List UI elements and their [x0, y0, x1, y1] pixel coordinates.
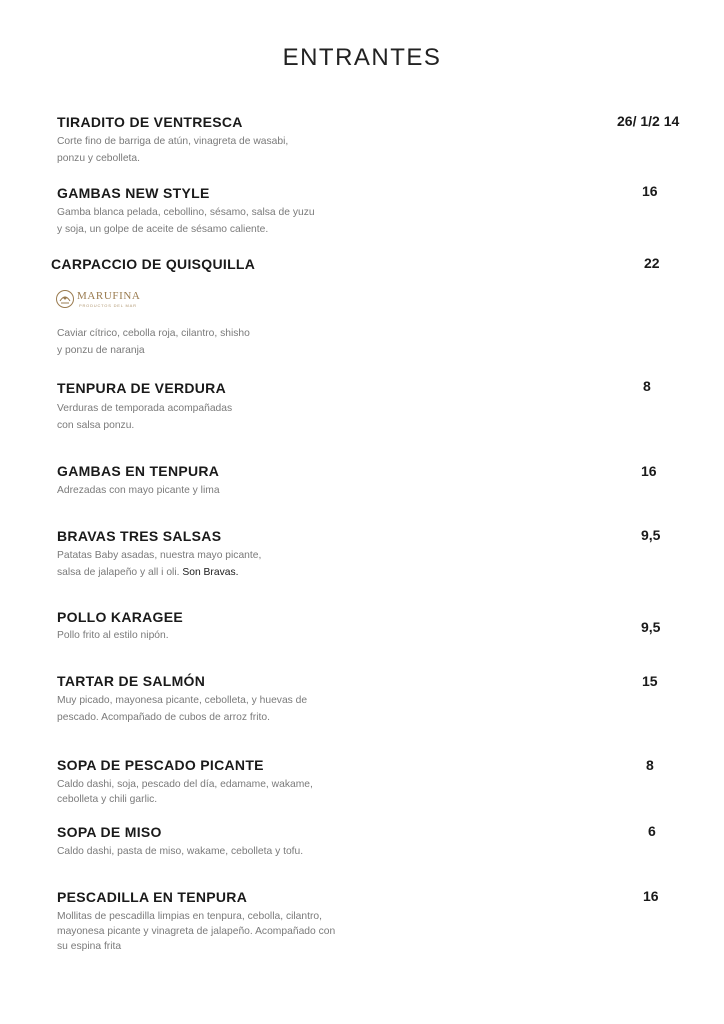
dish-description-line: Gamba blanca pelada, cebollino, sésamo, salsa de yuzu: [57, 207, 315, 218]
dish-description-line: Caldo dashi, soja, pescado del día, edamame, wakame,: [57, 779, 313, 790]
dish-description-line: ponzu y cebolleta.: [57, 153, 141, 164]
dish-description-line: cebolleta y chili garlic.: [57, 794, 158, 805]
dish-name: TARTAR DE SALMÓN: [57, 673, 206, 689]
dish-price: 6: [648, 823, 656, 839]
dish-price: 9,5: [641, 527, 661, 543]
dish-description-text: salsa de jalapeño y all i oli.: [57, 567, 180, 578]
page-title: ENTRANTES: [282, 44, 442, 71]
dish-name: GAMBAS EN TENPURA: [57, 463, 220, 479]
dish-name: CARPACCIO DE QUISQUILLA: [51, 256, 256, 272]
dish-name: SOPA DE MISO: [57, 824, 162, 840]
dish-name: GAMBAS NEW STYLE: [57, 185, 210, 201]
dish-price: 22: [644, 255, 660, 271]
dish-description-line: Adrezadas con mayo picante y lima: [57, 485, 220, 496]
dish-description-line: Caviar cítrico, cebolla roja, cilantro, shisho: [57, 328, 250, 339]
dish-description-highlight: Son Bravas.: [182, 567, 239, 578]
marufina-logo: [55, 289, 145, 311]
dish-description-line: Muy picado, mayonesa picante, cebolleta, y huevas de: [57, 695, 308, 706]
dish-price: 16: [642, 183, 658, 199]
dish-description-line: y soja, un golpe de aceite de sésamo caliente.: [57, 224, 269, 235]
dish-description-line: con salsa ponzu.: [57, 420, 135, 431]
dish-name: POLLO KARAGEE: [57, 609, 184, 625]
dish-name: PESCADILLA EN TENPURA: [57, 889, 248, 905]
dish-price: 8: [643, 378, 651, 394]
dish-price: 16: [643, 888, 659, 904]
marufina-emblem-icon: [55, 289, 75, 309]
dish-description-line: [57, 564, 238, 581]
dish-description-line: Mollitas de pescadilla limpias en tenpura, cebolla, cilantro,: [57, 911, 322, 922]
dish-price: 9,5: [641, 619, 661, 635]
dish-name: SOPA DE PESCADO PICANTE: [57, 757, 264, 773]
dish-description-line: y ponzu de naranja: [57, 345, 145, 356]
dish-description-line: mayonesa picante y vinagreta de jalapeño. Acompañado con: [57, 926, 336, 937]
dish-description-line: Verduras de temporada acompañadas: [57, 403, 233, 414]
dish-name: TENPURA DE VERDURA: [57, 380, 227, 396]
dish-price: 15: [642, 673, 658, 689]
logo-text: MARUFINA: [77, 290, 141, 302]
dish-price: 8: [646, 757, 654, 773]
dish-description-line: su espina frita: [57, 941, 122, 952]
dish-description-line: Corte fino de barriga de atún, vinagreta de wasabi,: [57, 136, 289, 147]
dish-description-line: Pollo frito al estilo nipón.: [57, 630, 169, 641]
dish-description-line: Caldo dashi, pasta de miso, wakame, cebolleta y tofu.: [57, 846, 304, 857]
logo-subtext: PRODUCTOS DEL MAR: [79, 303, 137, 308]
dish-description-line: Patatas Baby asadas, nuestra mayo picante,: [57, 550, 262, 561]
dish-description-line: pescado. Acompañado de cubos de arroz frito.: [57, 712, 270, 723]
dish-price: 16: [641, 463, 657, 479]
dish-price: 26/ 1/2 14: [617, 113, 680, 129]
dish-name: BRAVAS TRES SALSAS: [57, 528, 222, 544]
dish-name: TIRADITO DE VENTRESCA: [57, 114, 243, 130]
